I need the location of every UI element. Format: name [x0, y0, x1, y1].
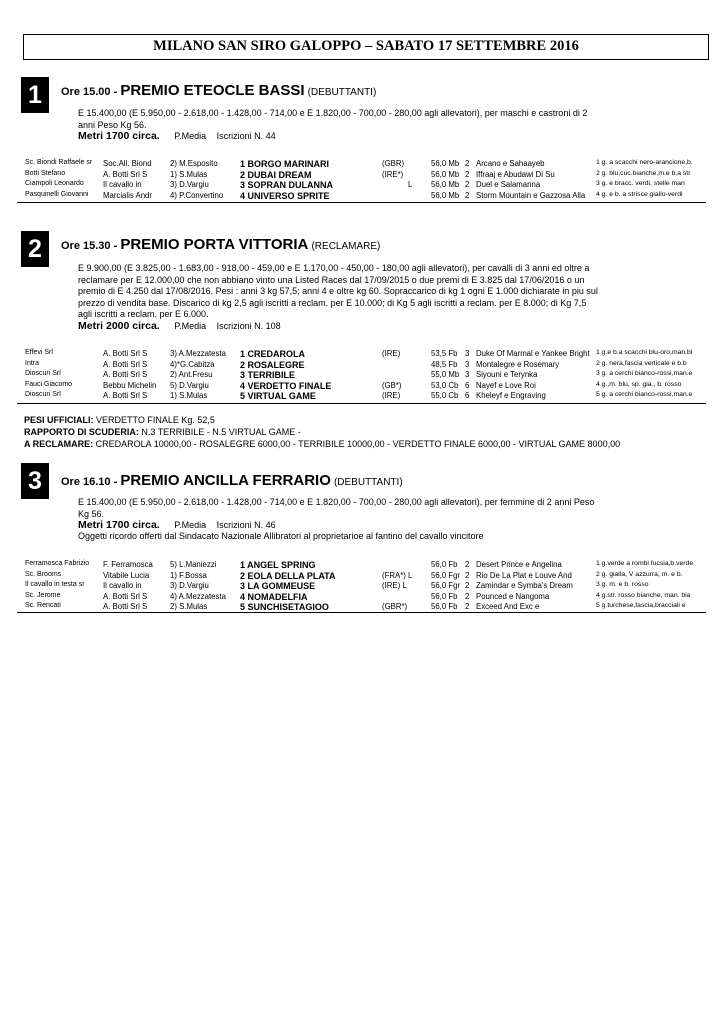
runner-weight: 48,5 Fb — [431, 359, 458, 369]
runner-horse: 3 SOPRAN DULANNA — [240, 180, 334, 190]
runner-row — [0, 170, 724, 180]
prize-line: E 15.400,00 (E 5.950,00 - 2.618,00 - 1.428,00 - 714,00 e E 1.820,00 - 700,00 - 280,00 agli allevatori), per femmine di 2 anni Peso — [78, 497, 595, 507]
runner-age: 3 — [465, 370, 470, 379]
race-meta — [78, 130, 276, 142]
note-a-reclamare — [24, 438, 620, 450]
race-meta — [78, 519, 276, 531]
runner-jockey: 4) P.Convertino — [170, 190, 224, 200]
note-label: RAPPORTO DI SCUDERIA: — [24, 427, 139, 437]
prize-text — [78, 497, 698, 520]
runner-owner: Intra — [25, 359, 40, 367]
runner-row — [0, 349, 724, 359]
runner-trainer: Marcialis Andr — [103, 190, 152, 200]
runner-trainer: Il cavallo in — [103, 180, 142, 189]
runner-pedigree: Duel e Salamanna — [476, 180, 541, 189]
runner-owner: Sc. Brooms — [25, 570, 62, 578]
runner-trainer: A. Botti Srl S — [103, 370, 148, 379]
runner-age: 6 — [465, 380, 470, 390]
runner-weight: 56,0 Fb — [431, 560, 458, 569]
race-number: 1 — [21, 77, 49, 113]
runner-silks: 3 g. m. e b. rosso — [596, 581, 649, 588]
note-text: VERDETTO FINALE Kg. 52,5 — [93, 415, 215, 425]
runner-weight: 56,0 Mb — [431, 180, 460, 189]
runner-weight: 55,0 Mb — [431, 370, 460, 379]
runner-silks: 1 g.e b.a scacchi blu-oro,man.bl — [596, 349, 693, 356]
runner-weight: 56,0 Fb — [431, 591, 458, 601]
runner-horse: 4 VERDETTO FINALE — [240, 380, 332, 391]
runner-pedigree: Rio De La Plat e Louve And — [476, 570, 572, 580]
runner-age: 3 — [465, 359, 470, 369]
runner-owner: Il cavallo in testa sr — [25, 581, 85, 588]
runner-owner: Sc. Jerome — [25, 591, 61, 599]
runner-age: 6 — [465, 391, 470, 400]
runner-owner: Pasquinelli Giovanni — [25, 190, 89, 198]
runner-pedigree: Iffraaj e Abudawi Di Su — [476, 169, 555, 179]
runner-row — [0, 571, 724, 581]
runner-jockey: 4)*G.Cabitza — [170, 359, 215, 369]
runner-origin: (GBR) — [382, 159, 405, 168]
runner-silks: 2 g. gialla, V azzurra, m. e b. — [596, 570, 683, 578]
runner-trainer: A. Botti Srl S — [103, 391, 148, 400]
runner-weight: 56,0 Mb — [431, 190, 460, 200]
race-number: 3 — [21, 463, 49, 499]
runner-jockey: 5) L.Maniezzi — [170, 560, 217, 569]
runner-trainer: A. Botti Srl S — [103, 349, 148, 358]
runner-weight: 56,0 Fgr — [431, 581, 461, 590]
race-iscrizioni: Iscrizioni N. 44 — [216, 131, 276, 141]
runner-horse: 4 UNIVERSO SPRITE — [240, 190, 330, 201]
runner-horse: 2 DUBAI DREAM — [240, 169, 312, 180]
runner-owner: Sc. Rencati — [25, 602, 61, 609]
note-text: CREDAROLA 10000,00 - ROSALEGRE 6000,00 - TERRIBILE 10000,00 - VERDETTO FINALE 6000,00 - VIRTUAL GAME 8000,00 — [93, 439, 621, 449]
runner-horse: 3 LA GOMMEUSE — [240, 581, 316, 591]
runner-owner: Dioscuri Srl — [25, 391, 61, 398]
runner-silks: 2 g. blu,cuc.bianche,m.e b.a str — [596, 169, 691, 177]
runner-pedigree: Siyouni e Terynka — [476, 370, 538, 379]
note-pesi-ufficiali — [24, 414, 620, 426]
race-notes — [24, 414, 620, 450]
runner-jockey: 1) S.Mulas — [170, 169, 208, 179]
prize-line: premio di E 4.250 dal 17/08/2016. Pesi : anni 3 kg 57,5; anni 4 e oltre kg 60. Sopraccarico di kg 1 ogni E 1.000 dichiarate in piu sul — [78, 286, 598, 296]
runner-weight: 53,0 Cb — [431, 380, 459, 390]
note-label: PESI UFFICIALI: — [24, 415, 94, 425]
runner-jockey: 1) F.Bossa — [170, 570, 207, 580]
runner-horse: 1 CREDAROLA — [240, 349, 306, 359]
runner-pedigree: Montalegre e Rosemary — [476, 359, 560, 369]
runner-pedigree: Arcano e Sahaayeb — [476, 159, 545, 168]
runner-age: 2 — [465, 591, 470, 601]
runner-jockey: 2) S.Mulas — [170, 602, 208, 611]
runner-jockey: 5) D.Vargiu — [170, 380, 209, 390]
note-rapporto-scuderia — [24, 426, 620, 438]
runner-jockey: 2) Ant.Fresu — [170, 370, 213, 379]
runner-pedigree: Kheleyf e Engraving — [476, 391, 546, 400]
runner-horse: 5 VIRTUAL GAME — [240, 391, 316, 401]
runner-age: 2 — [465, 602, 470, 611]
runner-row — [0, 381, 724, 391]
runner-origin: (IRE*) — [382, 169, 404, 179]
race-distance: Metri 1700 circa. — [78, 519, 160, 531]
runner-owner: Ferramosca Fabrizio — [25, 560, 90, 567]
runner-owner: Dioscuri Srl — [25, 370, 61, 377]
runner-jockey: 3) D.Vargiu — [170, 581, 209, 590]
runner-row — [0, 159, 724, 169]
runner-age: 2 — [465, 570, 470, 580]
race-title — [61, 236, 380, 253]
race-time: Ore 15.30 - — [61, 240, 118, 252]
runner-horse: 4 NOMADELFIA — [240, 591, 308, 602]
runner-row — [0, 370, 724, 380]
race-time: Ore 16.10 - — [61, 476, 118, 488]
runner-jockey: 4) A.Mezzatesta — [170, 591, 226, 601]
race-pmedia: P.Media — [174, 321, 207, 331]
race-name: PREMIO ETEOCLE BASSI — [120, 82, 305, 99]
runner-horse: 3 TERRIBILE — [240, 370, 296, 380]
runner-origin: (FRA*) L — [382, 570, 413, 580]
prize-line: anni Peso Kg 56. — [78, 119, 147, 130]
section-divider — [17, 403, 706, 404]
race-tag: (RECLAMARE) — [311, 241, 381, 252]
runner-row — [0, 191, 724, 201]
runner-origin: (IRE) — [382, 349, 401, 358]
runner-owner: Ciampoli Leonardo — [25, 180, 84, 187]
note-label: A RECLAMARE: — [24, 439, 94, 449]
prize-line: reclamare per E 12.000,00 che non abbiano vinto una Listed Races dal 17/09/2015 o due premi di E 3.825 dal 17/06/2016 o un — [78, 274, 585, 285]
runner-origin: (GB*) — [382, 380, 402, 390]
runner-pedigree: Pounced e Nangoma — [476, 591, 550, 601]
race-title — [61, 82, 376, 99]
runner-trainer: Il cavallo in — [103, 581, 142, 590]
header-box — [23, 34, 709, 60]
race-pmedia: P.Media — [174, 520, 207, 530]
runner-horse: 2 EOLA DELLA PLATA — [240, 570, 336, 581]
page-title: MILANO SAN SIRO GALOPPO – SABATO 17 SETTEMBRE 2016 — [153, 38, 579, 54]
runner-weight: 56,0 Mb — [431, 159, 460, 168]
runner-jockey: 1) S.Mulas — [170, 391, 208, 400]
runner-pedigree: Duke Of Marmal e Yankee Bright — [476, 349, 590, 358]
runner-horse: 2 ROSALEGRE — [240, 359, 305, 370]
runner-row — [0, 581, 724, 591]
runner-trainer: A. Botti Srl S — [103, 169, 148, 179]
section-divider — [17, 612, 706, 613]
runner-age: 2 — [465, 190, 470, 200]
runner-age: 2 — [465, 560, 470, 569]
prize-line: E 9.900,00 (E 3.825,00 - 1.683,00 - 918,00 - 459,00 e E 1.170,00 - 450,00 - 180,00 agli allevatori), per cavalli di 3 anni ed oltre a — [78, 263, 590, 273]
runner-silks: 3 g. e bracc. verdi, stelle man — [596, 180, 685, 187]
race-name: PREMIO ANCILLA FERRARIO — [120, 472, 331, 489]
runner-silks: 1 g.verde a rombi fucsia,b.verde — [596, 560, 694, 567]
runner-trainer: Bebbu Michelin — [103, 380, 157, 390]
race-time: Ore 15.00 - — [61, 86, 118, 98]
runner-age: 2 — [465, 581, 470, 590]
runner-age: 2 — [465, 169, 470, 179]
runner-trainer: F. Ferramosca — [103, 560, 153, 569]
runner-row — [0, 560, 724, 570]
runner-silks: 3 g. a cerchi bianco-rossi,man.e — [596, 370, 693, 377]
runner-silks: 5 g.turchese,fascia,bracciali e — [596, 602, 686, 609]
runner-weight: 56,0 Mb — [431, 169, 460, 179]
runner-trainer: A. Botti Srl S — [103, 359, 148, 369]
race-pmedia: P.Media — [174, 131, 207, 141]
runner-silks: 4 g. e b. a strisce giallo-verdi — [596, 190, 683, 198]
note-text: N.3 TERRIBILE - N.5 VIRTUAL GAME - — [138, 427, 301, 437]
section-divider — [17, 202, 706, 203]
runner-pedigree: Zamindar e Symba's Dream — [476, 581, 573, 590]
runner-silks: 5 g. a cerchi bianco-rossi,man.e — [596, 391, 693, 398]
runner-silks: 4 g.,m. blu, sp. gia., b. rosso — [596, 380, 682, 388]
runner-weight: 56,0 Fb — [431, 602, 458, 611]
runner-trainer: Vitabile Lucia — [103, 570, 150, 580]
runner-owner: Botti Stefano — [25, 169, 66, 177]
race-tag: (DEBUTTANTI) — [307, 87, 377, 98]
runner-silks: 2 g. nera,fascia verticale e b.b — [596, 359, 687, 367]
runner-jockey: 3) A.Mezzatesta — [170, 349, 226, 358]
race-extra-note: Oggetti ricordo offerti dal Sindacato Nazionale Allibratori al proprietarioe al fantino del cavallo vincitore — [78, 531, 484, 541]
prize-line: agli iscritti a reclam. per E 6.000. — [78, 309, 209, 319]
runner-weight: 53,5 Fb — [431, 349, 458, 358]
race-tag: (DEBUTTANTI) — [333, 477, 403, 488]
race-meta — [78, 320, 281, 332]
prize-line: Kg 56. — [78, 508, 105, 519]
runner-pedigree: Storm Mountain e Gazzosa Alla — [476, 190, 586, 200]
prize-text — [78, 263, 708, 321]
runner-age: 2 — [465, 180, 470, 189]
runner-silks: 4 g.str. rosso bianche, man. bia — [596, 591, 691, 599]
runner-row — [0, 180, 724, 190]
runner-owner: Fauci Giacomo — [25, 380, 73, 388]
race-number: 2 — [21, 231, 49, 267]
runner-origin: (IRE) — [382, 391, 401, 400]
race-distance: Metri 2000 circa. — [78, 320, 160, 332]
runner-row — [0, 602, 724, 612]
runner-age: 3 — [465, 349, 470, 358]
prize-text — [78, 108, 698, 131]
runner-pedigree: Exceed And Exc e — [476, 602, 540, 611]
runner-row — [0, 391, 724, 401]
runner-horse: 5 SUNCHISETAGIOO — [240, 602, 329, 612]
runner-origin: (IRE) L — [382, 581, 407, 590]
runner-pedigree: Nayef e Love Roi — [476, 380, 536, 390]
runner-weight: 55,0 Cb — [431, 391, 459, 400]
runner-jockey: 3) D.Vargiu — [170, 180, 209, 189]
runner-owner: Effevi Srl — [25, 349, 53, 356]
runner-horse: 1 ANGEL SPRING — [240, 560, 316, 570]
prize-line: E 15.400,00 (E 5.950,00 - 2.618,00 - 1.428,00 - 714,00 e E 1.820,00 - 700,00 - 280,00 agli allevatori), per maschi e castroni di 2 — [78, 108, 588, 118]
race-iscrizioni: Iscrizioni N. 46 — [216, 520, 276, 530]
runner-origin: (GBR*) — [382, 602, 408, 611]
runner-row — [0, 592, 724, 602]
race-distance: Metri 1700 circa. — [78, 130, 160, 142]
prize-line: prezzo di vendita base. Discarico di kg 2,5 agli iscritti a reclam. per E 10.000; di Kg 5 agli iscritti a reclam. per E 8.000; di Kg 7,5 — [78, 297, 587, 308]
runner-jockey: 2) M.Esposito — [170, 159, 218, 168]
race-title — [61, 472, 403, 489]
runner-horse: 1 BORGO MARINARI — [240, 159, 330, 169]
runner-silks: 1 g. a scacchi nero-arancione,b. — [596, 159, 693, 166]
race-iscrizioni: Iscrizioni N. 108 — [216, 321, 281, 331]
runner-owner: Sc. Biondi Raffaele sr — [25, 159, 93, 166]
runner-trainer: A. Botti Srl S — [103, 602, 148, 611]
runner-pedigree: Desert Prince e Angelina — [476, 560, 562, 569]
runner-age: 2 — [465, 159, 470, 168]
runner-origin: L — [408, 180, 413, 189]
runner-trainer: Soc.All. Biond — [103, 159, 152, 168]
runner-weight: 56,0 Fgr — [431, 570, 461, 580]
race-name: PREMIO PORTA VITTORIA — [120, 236, 309, 253]
runner-row — [0, 360, 724, 370]
runner-trainer: A. Botti Srl S — [103, 591, 148, 601]
